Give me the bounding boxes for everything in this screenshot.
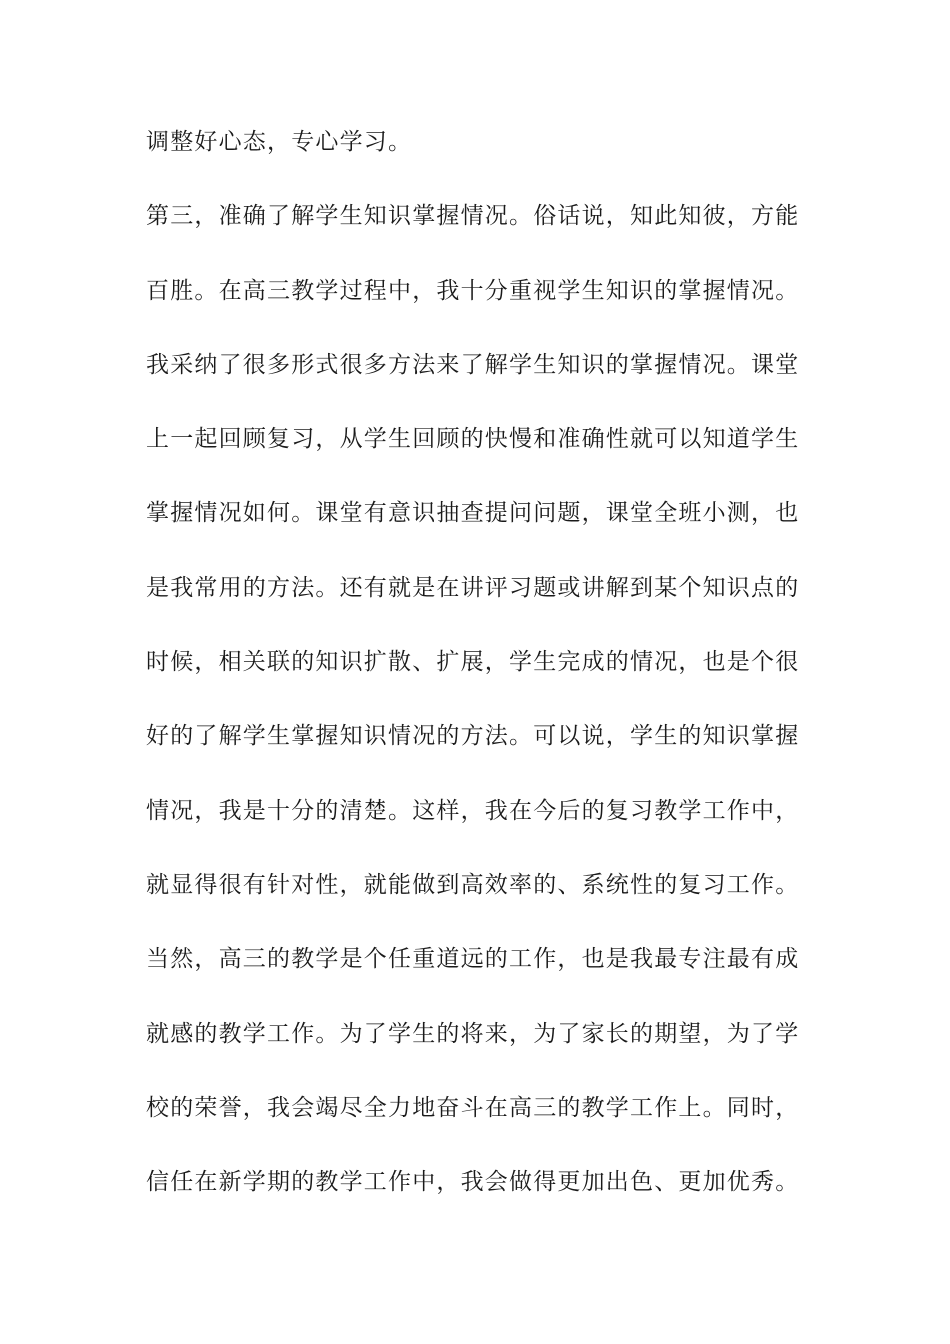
text-line: 百胜。在高三教学过程中，我十分重视学生知识的掌握情况。: [146, 277, 800, 304]
text-line: 好的了解学生掌握知识情况的方法。可以说，学生的知识掌握: [146, 723, 800, 750]
text-line: 就显得很有针对性，就能做到高效率的、系统性的复习工作。: [146, 871, 800, 898]
text-line: 时候，相关联的知识扩散、扩展，学生完成的情况，也是个很: [146, 649, 800, 676]
body-text: [146, 131, 826, 1245]
text-line: 掌握情况如何。课堂有意识抽查提问问题，课堂全班小测，也: [146, 500, 800, 527]
text-line: 我采纳了很多形式很多方法来了解学生知识的掌握情况。课堂: [146, 351, 800, 378]
text-line: 上一起回顾复习，从学生回顾的快慢和准确性就可以知道学生: [146, 426, 800, 453]
text-line: 情况，我是十分的清楚。这样，我在今后的复习教学工作中，: [146, 797, 800, 824]
text-line: 是我常用的方法。还有就是在讲评习题或讲解到某个知识点的: [146, 574, 800, 601]
text-line: 调整好心态，专心学习。: [146, 129, 413, 155]
text-line: 当然，高三的教学是个任重道远的工作，也是我最专注最有成: [146, 946, 800, 973]
text-line: 第三，准确了解学生知识掌握情况。俗话说，知此知彼，方能: [146, 203, 800, 230]
text-line: 就感的教学工作。为了学生的将来，为了家长的期望，为了学: [146, 1020, 800, 1047]
text-line: 校的荣誉，我会竭尽全力地奋斗在高三的教学工作上。同时，: [146, 1094, 800, 1121]
text-line: 信任在新学期的教学工作中，我会做得更加出色、更加优秀。: [146, 1169, 800, 1196]
